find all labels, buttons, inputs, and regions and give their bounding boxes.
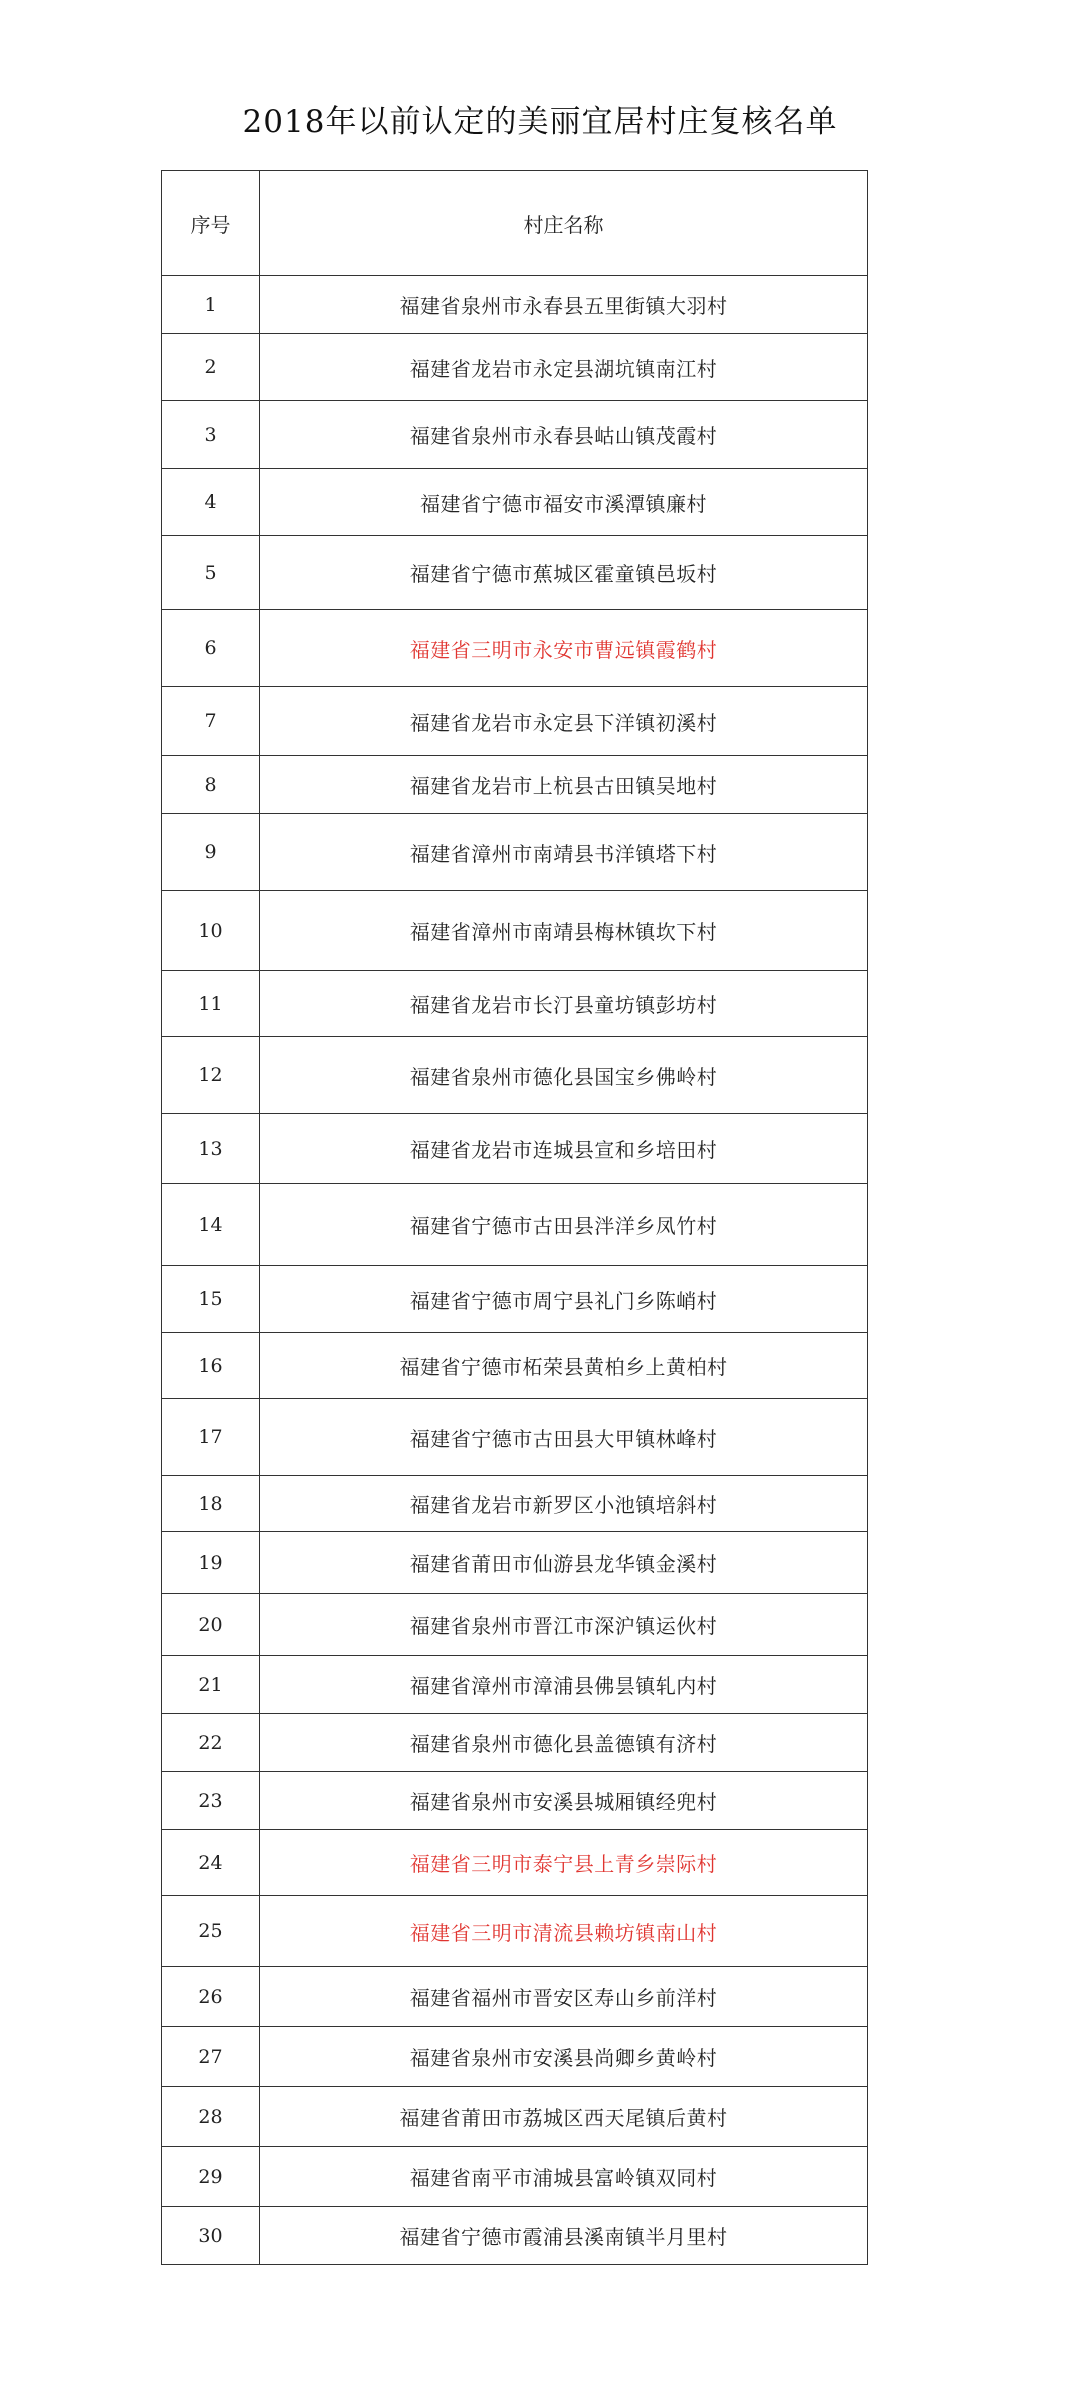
village-name: 福建省莆田市仙游县龙华镇金溪村 <box>260 1532 868 1594</box>
table-row <box>162 2147 868 2207</box>
table-body <box>162 171 868 2265</box>
table-row <box>162 1333 868 1399</box>
row-number: 21 <box>162 1656 260 1714</box>
row-number: 12 <box>162 1037 260 1114</box>
village-name: 福建省三明市永安市曹远镇霞鹤村 <box>260 610 868 687</box>
table-row <box>162 1896 868 1967</box>
table-row <box>162 2207 868 2265</box>
village-name: 福建省泉州市永春县岵山镇茂霞村 <box>260 401 868 469</box>
header-number: 序号 <box>162 171 260 276</box>
table-row <box>162 756 868 814</box>
row-number: 28 <box>162 2087 260 2147</box>
row-number: 19 <box>162 1532 260 1594</box>
table-row <box>162 1656 868 1714</box>
village-name: 福建省漳州市漳浦县佛昙镇轧内村 <box>260 1656 868 1714</box>
village-name: 福建省宁德市霞浦县溪南镇半月里村 <box>260 2207 868 2265</box>
row-number: 5 <box>162 536 260 610</box>
village-name: 福建省宁德市古田县大甲镇林峰村 <box>260 1399 868 1476</box>
table-row <box>162 536 868 610</box>
table-row <box>162 469 868 536</box>
table-row <box>162 891 868 971</box>
row-number: 20 <box>162 1594 260 1656</box>
village-name: 福建省三明市泰宁县上青乡崇际村 <box>260 1830 868 1896</box>
row-number: 3 <box>162 401 260 469</box>
village-name: 福建省莆田市荔城区西天尾镇后黄村 <box>260 2087 868 2147</box>
row-number: 30 <box>162 2207 260 2265</box>
village-name: 福建省漳州市南靖县书洋镇塔下村 <box>260 814 868 891</box>
row-number: 6 <box>162 610 260 687</box>
row-number: 15 <box>162 1266 260 1333</box>
village-name: 福建省福州市晋安区寿山乡前洋村 <box>260 1967 868 2027</box>
row-number: 17 <box>162 1399 260 1476</box>
village-name: 福建省南平市浦城县富岭镇双同村 <box>260 2147 868 2207</box>
row-number: 26 <box>162 1967 260 2027</box>
row-number: 23 <box>162 1772 260 1830</box>
row-number: 14 <box>162 1184 260 1266</box>
village-name: 福建省宁德市福安市溪潭镇廉村 <box>260 469 868 536</box>
village-name: 福建省三明市清流县赖坊镇南山村 <box>260 1896 868 1967</box>
table-row <box>162 971 868 1037</box>
table-row <box>162 1114 868 1184</box>
table-row <box>162 1714 868 1772</box>
village-name: 福建省泉州市晋江市深沪镇运伙村 <box>260 1594 868 1656</box>
table-row <box>162 814 868 891</box>
row-number: 13 <box>162 1114 260 1184</box>
row-number: 10 <box>162 891 260 971</box>
row-number: 11 <box>162 971 260 1037</box>
row-number: 2 <box>162 334 260 401</box>
table-row <box>162 687 868 756</box>
village-name: 福建省龙岩市连城县宣和乡培田村 <box>260 1114 868 1184</box>
row-number: 27 <box>162 2027 260 2087</box>
table-row <box>162 610 868 687</box>
village-table <box>161 170 868 2265</box>
row-number: 25 <box>162 1896 260 1967</box>
row-number: 7 <box>162 687 260 756</box>
page-title: 2018年以前认定的美丽宜居村庄复核名单 <box>242 104 838 140</box>
table-row <box>162 1184 868 1266</box>
row-number: 22 <box>162 1714 260 1772</box>
table-row <box>162 1830 868 1896</box>
village-name: 福建省泉州市安溪县城厢镇经兜村 <box>260 1772 868 1830</box>
row-number: 9 <box>162 814 260 891</box>
village-name: 福建省宁德市柘荣县黄柏乡上黄柏村 <box>260 1333 868 1399</box>
village-name: 福建省漳州市南靖县梅林镇坎下村 <box>260 891 868 971</box>
table-header-row <box>162 171 868 276</box>
table-row <box>162 1266 868 1333</box>
row-number: 18 <box>162 1476 260 1532</box>
row-number: 8 <box>162 756 260 814</box>
village-name: 福建省龙岩市永定县湖坑镇南江村 <box>260 334 868 401</box>
table-row <box>162 2027 868 2087</box>
table-row <box>162 1476 868 1532</box>
village-name: 福建省宁德市蕉城区霍童镇邑坂村 <box>260 536 868 610</box>
table-row <box>162 1772 868 1830</box>
village-name: 福建省泉州市德化县国宝乡佛岭村 <box>260 1037 868 1114</box>
table-row <box>162 334 868 401</box>
table-row <box>162 1037 868 1114</box>
village-name: 福建省龙岩市永定县下洋镇初溪村 <box>260 687 868 756</box>
village-name: 福建省龙岩市上杭县古田镇吴地村 <box>260 756 868 814</box>
row-number: 24 <box>162 1830 260 1896</box>
table-row <box>162 401 868 469</box>
row-number: 16 <box>162 1333 260 1399</box>
table-row <box>162 1594 868 1656</box>
header-village-name: 村庄名称 <box>260 171 868 276</box>
village-name: 福建省龙岩市长汀县童坊镇彭坊村 <box>260 971 868 1037</box>
table-row <box>162 1967 868 2027</box>
row-number: 4 <box>162 469 260 536</box>
village-name: 福建省泉州市永春县五里街镇大羽村 <box>260 276 868 334</box>
row-number: 1 <box>162 276 260 334</box>
table-row <box>162 1399 868 1476</box>
village-name: 福建省宁德市古田县泮洋乡凤竹村 <box>260 1184 868 1266</box>
village-name: 福建省泉州市安溪县尚卿乡黄岭村 <box>260 2027 868 2087</box>
table-row <box>162 1532 868 1594</box>
row-number: 29 <box>162 2147 260 2207</box>
table-row <box>162 276 868 334</box>
village-name: 福建省宁德市周宁县礼门乡陈峭村 <box>260 1266 868 1333</box>
table-row <box>162 2087 868 2147</box>
village-name: 福建省泉州市德化县盖德镇有济村 <box>260 1714 868 1772</box>
village-name: 福建省龙岩市新罗区小池镇培斜村 <box>260 1476 868 1532</box>
